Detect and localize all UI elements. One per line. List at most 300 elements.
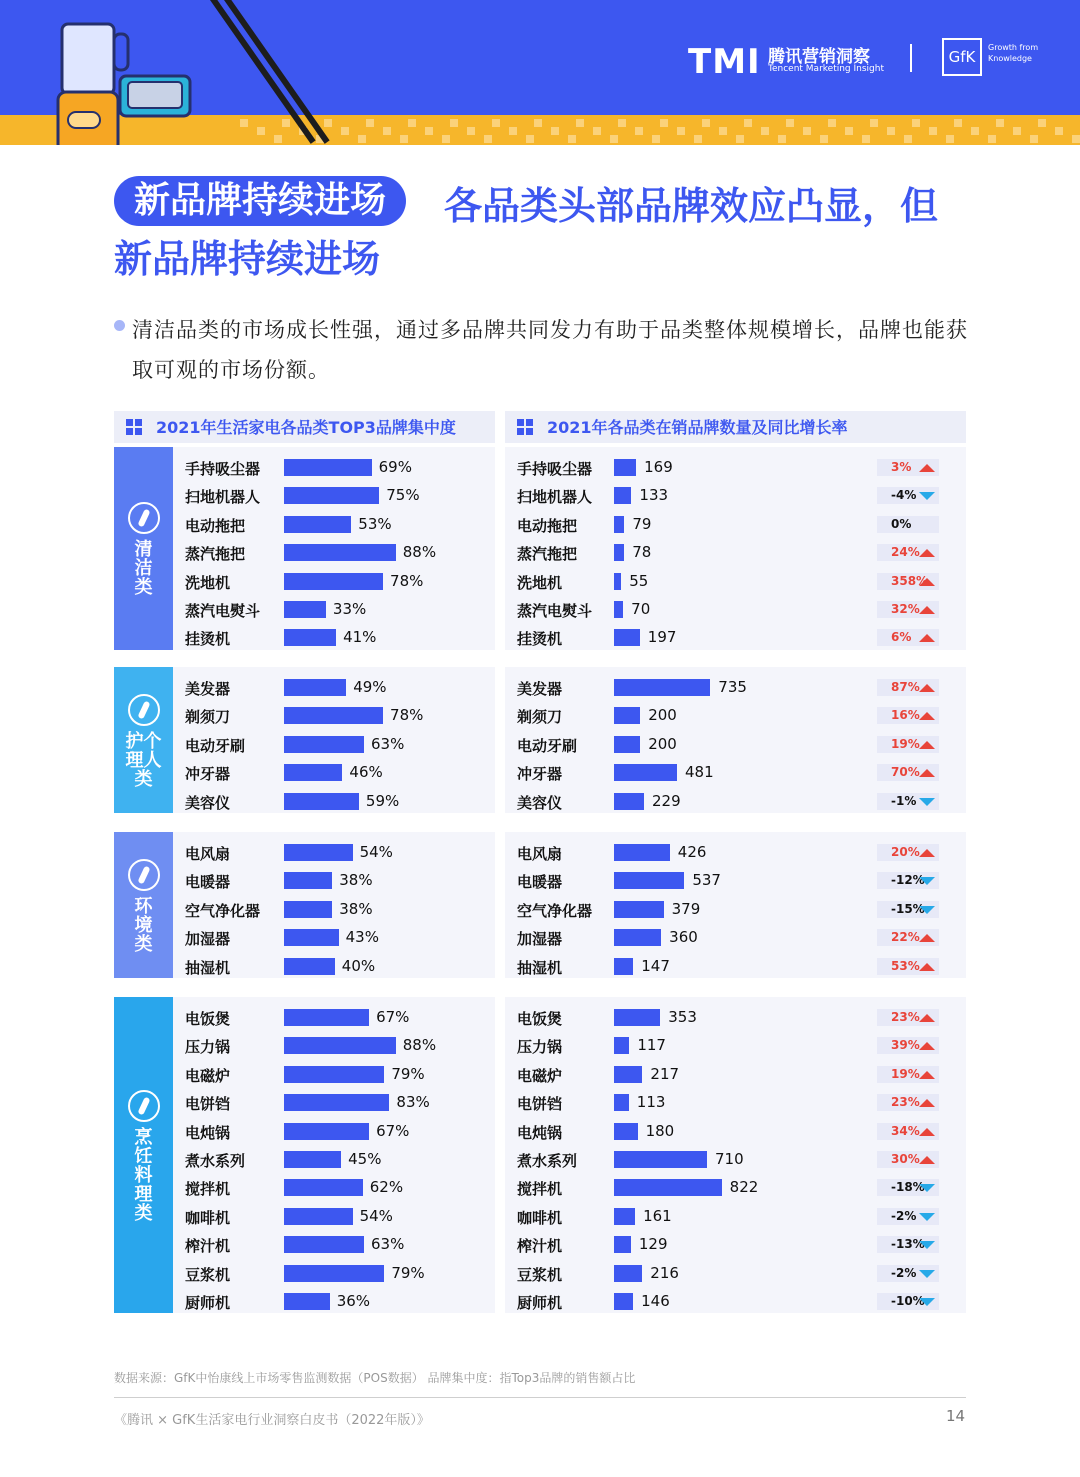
left-category-label: 电风扇 — [185, 845, 231, 863]
right-bar — [614, 1293, 633, 1310]
left-bar-value: 79% — [391, 1263, 425, 1282]
pattern-square — [408, 119, 416, 127]
left-bar-value: 38% — [339, 899, 373, 918]
left-category-label: 美容仪 — [185, 793, 231, 812]
left-bar — [284, 793, 359, 810]
left-bar — [284, 1236, 364, 1253]
growth-badge — [877, 1236, 939, 1253]
growth-rate: 19% — [891, 1066, 920, 1081]
left-category-label: 美发器 — [185, 680, 231, 698]
pattern-square — [366, 119, 374, 127]
growth-rate: 3% — [891, 460, 912, 474]
pattern-square — [1030, 135, 1038, 143]
left-bar-value: 67% — [376, 1008, 410, 1026]
growth-badge — [877, 901, 939, 918]
category-group-0 — [114, 447, 173, 650]
left-bar-value: 49% — [353, 678, 387, 696]
left-bar-value: 41% — [343, 628, 377, 647]
growth-rate: -15% — [891, 901, 925, 916]
tmi-logo-en: Tencent Marketing Insight — [768, 64, 884, 74]
growth-rate: 34% — [891, 1123, 920, 1138]
growth-rate: 22% — [891, 930, 920, 945]
right-bar — [614, 1009, 660, 1026]
right-category-label: 电饭煲 — [517, 1010, 563, 1028]
right-bar — [614, 872, 684, 889]
right-bar-value: 161 — [643, 1206, 672, 1225]
arrow-down-icon — [919, 1298, 935, 1306]
pattern-square — [887, 127, 895, 135]
right-bar — [614, 516, 624, 533]
pattern-square — [870, 119, 878, 127]
right-bar-value: 129 — [638, 1235, 668, 1254]
category-group-1 — [114, 667, 173, 813]
right-bar-value: 70 — [631, 600, 651, 618]
growth-badge — [877, 1265, 939, 1282]
arrow-up-icon — [919, 769, 935, 777]
right-bar-value: 481 — [685, 763, 714, 782]
arrow-up-icon — [919, 549, 935, 557]
growth-rate: -4% — [891, 488, 917, 503]
growth-badge — [877, 1179, 939, 1196]
right-category-label: 电动拖把 — [517, 516, 578, 535]
right-bar — [614, 707, 640, 724]
left-bar — [284, 1123, 369, 1140]
growth-badge — [877, 459, 939, 476]
left-bar-value: 59% — [365, 791, 400, 810]
right-category-label: 豆浆机 — [517, 1265, 563, 1284]
right-bar-value: 379 — [671, 899, 701, 918]
left-category-label: 豆浆机 — [185, 1265, 231, 1284]
pattern-square — [509, 127, 517, 135]
left-bar — [284, 1094, 389, 1111]
growth-rate: 16% — [891, 708, 920, 723]
left-bar-value: 62% — [369, 1178, 404, 1197]
growth-badge — [877, 516, 939, 533]
pattern-square — [778, 135, 786, 143]
arrow-up-icon — [919, 578, 935, 586]
arrow-down-icon — [919, 1213, 935, 1221]
pattern-square — [492, 119, 500, 127]
page-title-line1: 各品类头部品牌效应凸显，但 — [444, 184, 939, 228]
arrow-up-icon — [919, 934, 935, 942]
right-bar — [614, 629, 640, 646]
left-bar-value: 88% — [402, 543, 437, 562]
right-bar — [614, 573, 621, 590]
arrow-up-icon — [919, 1156, 935, 1164]
left-category-label: 剃须刀 — [185, 708, 231, 727]
growth-badge — [877, 1208, 939, 1225]
pattern-square — [929, 127, 937, 135]
pattern-square — [257, 127, 265, 135]
pattern-square — [954, 119, 962, 127]
left-bar-value: 63% — [371, 734, 405, 753]
growth-rate: 23% — [891, 1095, 920, 1110]
left-bar-value: 88% — [402, 1036, 437, 1055]
pattern-square — [358, 135, 366, 143]
tmi-logo: TMI — [688, 42, 761, 82]
right-bar-value: 353 — [668, 1008, 697, 1026]
arrow-up-icon — [919, 1071, 935, 1079]
right-bar — [614, 1179, 722, 1196]
right-category-label: 蒸汽电熨斗 — [517, 602, 593, 620]
right-bar — [614, 679, 710, 696]
left-category-label: 冲牙器 — [185, 765, 231, 784]
left-category-label: 手持吸尘器 — [185, 460, 261, 478]
left-bar — [284, 764, 342, 781]
left-bar — [284, 629, 336, 646]
right-bar-value: 133 — [639, 486, 669, 505]
left-panel-header — [114, 411, 495, 443]
gfk-logo: GfK — [942, 38, 982, 76]
left-category-label: 榨汁机 — [185, 1237, 231, 1256]
left-category-label: 电暖器 — [185, 873, 231, 892]
growth-rate: -18% — [891, 1180, 925, 1195]
left-category-label: 电磁炉 — [185, 1066, 231, 1085]
right-category-label: 电风扇 — [517, 845, 563, 863]
left-category-label: 搅拌机 — [185, 1180, 231, 1199]
growth-badge — [877, 929, 939, 946]
left-bar-value: 75% — [386, 486, 420, 505]
growth-rate: -2% — [891, 1208, 917, 1223]
growth-rate: 32% — [891, 602, 920, 616]
right-bar — [614, 764, 677, 781]
right-bar-value: 216 — [650, 1263, 679, 1282]
growth-badge — [877, 573, 939, 590]
left-bar — [284, 958, 335, 975]
growth-rate: 23% — [891, 1010, 920, 1024]
pattern-square — [694, 135, 702, 143]
left-bar — [284, 736, 364, 753]
right-bar-value: 735 — [718, 678, 747, 696]
page-number: 14 — [946, 1407, 966, 1425]
pattern-square — [534, 119, 542, 127]
pattern-square — [400, 135, 408, 143]
left-bar — [284, 1265, 384, 1282]
growth-badge — [877, 679, 939, 696]
right-bar — [614, 844, 670, 861]
pattern-square — [450, 119, 458, 127]
growth-rate: -10% — [891, 1294, 925, 1308]
logo-divider — [910, 44, 912, 72]
right-chart-title: 2021年各品类在销品牌数量及同比增长率 — [547, 418, 848, 437]
left-category-label: 电动拖把 — [185, 516, 246, 535]
right-bar-value: 117 — [637, 1036, 666, 1055]
right-bar-value: 55 — [629, 571, 649, 590]
growth-badge — [877, 1094, 939, 1111]
right-category-label: 搅拌机 — [517, 1180, 563, 1199]
right-bar-value: 113 — [636, 1093, 666, 1112]
left-bar-value: 54% — [359, 843, 393, 861]
left-bar — [284, 844, 353, 861]
right-bar-value: 426 — [677, 843, 707, 861]
left-category-label: 洗地机 — [185, 573, 231, 592]
right-bar-value: 710 — [715, 1150, 744, 1168]
left-bar-value: 33% — [332, 600, 367, 618]
grid-icon — [126, 419, 142, 435]
category-group-label: 护个 理人 类 — [125, 730, 162, 790]
category-group-label: 环 境 类 — [134, 895, 153, 955]
right-category-label: 咖啡机 — [517, 1208, 563, 1227]
right-category-label: 洗地机 — [517, 573, 563, 592]
growth-rate: -13% — [891, 1237, 925, 1252]
growth-rate: -12% — [891, 873, 925, 888]
right-category-label: 美容仪 — [517, 793, 563, 812]
right-bar — [614, 544, 624, 561]
growth-rate: 19% — [891, 736, 920, 751]
pattern-square — [845, 127, 853, 135]
left-bar — [284, 1293, 330, 1310]
gfk-tagline: Growth from Knowledge — [988, 43, 1039, 63]
arrow-down-icon — [919, 1270, 935, 1278]
pattern-square — [274, 135, 282, 143]
right-category-label: 煮水系列 — [517, 1152, 578, 1170]
right-bar — [614, 958, 633, 975]
left-bar-value: 78% — [390, 571, 424, 590]
left-bar-value: 36% — [336, 1292, 371, 1310]
growth-badge — [877, 1037, 939, 1054]
right-bar — [614, 601, 623, 618]
left-bar — [284, 1009, 369, 1026]
left-category-label: 蒸汽电熨斗 — [185, 602, 261, 620]
left-chart-title: 2021年生活家电各品类TOP3品牌集中度 — [156, 418, 456, 437]
left-category-label: 抽湿机 — [185, 958, 231, 977]
pattern-square — [341, 127, 349, 135]
right-category-label: 美发器 — [517, 680, 563, 698]
growth-rate: 30% — [891, 1152, 920, 1166]
left-bar — [284, 1037, 396, 1054]
pattern-square — [912, 119, 920, 127]
growth-badge — [877, 1293, 939, 1310]
pattern-square — [820, 135, 828, 143]
growth-badge — [877, 1066, 939, 1083]
left-category-label: 电饼铛 — [185, 1095, 231, 1114]
arrow-up-icon — [919, 712, 935, 720]
footer-note: 数据来源：GfK中怡康线上市场零售监测数据（POS数据） 品牌集中度：指Top3品牌的销售额占比 — [114, 1371, 636, 1385]
pattern-square — [425, 127, 433, 135]
right-bar — [614, 1123, 638, 1140]
pattern-square — [719, 127, 727, 135]
left-bar — [284, 601, 326, 618]
right-category-label: 挂烫机 — [517, 630, 563, 649]
pattern-square — [240, 119, 248, 127]
category-group-2 — [114, 832, 173, 978]
arrow-up-icon — [919, 1042, 935, 1050]
right-bar-value: 197 — [647, 628, 677, 647]
pattern-square — [761, 127, 769, 135]
bullet-dot — [114, 320, 125, 331]
category-icon — [128, 1090, 160, 1122]
right-bar-value: 229 — [651, 791, 681, 810]
right-category-label: 抽湿机 — [517, 958, 563, 977]
left-category-label: 压力锅 — [185, 1038, 231, 1057]
left-category-label: 扫地机器人 — [185, 488, 261, 507]
growth-badge — [877, 958, 939, 975]
right-bar — [614, 929, 661, 946]
pattern-square — [442, 135, 450, 143]
growth-badge — [877, 872, 939, 889]
right-bar — [614, 901, 664, 918]
right-bar — [614, 487, 631, 504]
right-bar — [614, 1094, 629, 1111]
right-category-label: 压力锅 — [517, 1038, 563, 1057]
left-category-label: 电饭煲 — [185, 1010, 231, 1028]
growth-rate: 358% — [891, 573, 929, 588]
pattern-square — [551, 127, 559, 135]
pattern-square — [610, 135, 618, 143]
left-bar-value: 46% — [349, 763, 383, 782]
left-bar-value: 53% — [358, 514, 392, 533]
left-bar-value: 40% — [341, 956, 376, 975]
footer-source: 《腾讯 × GfK生活家电行业洞察白皮书（2022年版）》 — [114, 1413, 430, 1428]
growth-rate: 0% — [891, 516, 912, 531]
left-bar — [284, 544, 396, 561]
left-category-label: 煮水系列 — [185, 1152, 246, 1170]
right-category-label: 剃须刀 — [517, 708, 563, 727]
grid-icon — [517, 419, 533, 435]
right-bar — [614, 1265, 642, 1282]
left-bar-value: 78% — [390, 706, 424, 725]
pattern-square — [660, 119, 668, 127]
left-bar — [284, 1208, 353, 1225]
left-bar — [284, 901, 332, 918]
right-category-label: 加湿器 — [517, 930, 563, 949]
growth-badge — [877, 1123, 939, 1140]
arrow-up-icon — [919, 684, 935, 692]
growth-badge — [877, 793, 939, 810]
page-title-line2: 新品牌持续进场 — [114, 237, 381, 281]
growth-badge — [877, 844, 939, 861]
right-category-label: 电动牙刷 — [517, 736, 578, 755]
right-bar — [614, 459, 636, 476]
title-highlight: 新品牌持续进场 — [114, 176, 406, 226]
left-category-label: 加湿器 — [185, 930, 231, 949]
page-header — [0, 0, 1080, 145]
growth-badge — [877, 544, 939, 561]
right-bar-value: 200 — [648, 734, 677, 753]
left-bar — [284, 487, 379, 504]
left-category-label: 电炖锅 — [185, 1123, 231, 1142]
pattern-square — [618, 119, 626, 127]
arrow-up-icon — [919, 606, 935, 614]
pattern-square — [576, 119, 584, 127]
growth-rate: -1% — [891, 793, 917, 808]
right-category-label: 空气净化器 — [517, 901, 593, 920]
growth-rate: -2% — [891, 1265, 917, 1280]
right-bar-value: 180 — [645, 1121, 675, 1140]
right-panel-header — [505, 411, 966, 443]
right-bar-value: 147 — [641, 956, 670, 975]
left-bar — [284, 1151, 341, 1168]
right-category-label: 扫地机器人 — [517, 488, 593, 507]
category-group-label: 烹 饪 料 理 类 — [134, 1126, 153, 1224]
left-bar — [284, 573, 383, 590]
pattern-square — [383, 127, 391, 135]
left-category-label: 挂烫机 — [185, 630, 231, 649]
right-category-label: 电暖器 — [517, 873, 563, 892]
left-bar-value: 38% — [339, 871, 373, 890]
right-category-label: 冲牙器 — [517, 765, 563, 784]
pattern-square — [1055, 127, 1063, 135]
arrow-down-icon — [919, 798, 935, 806]
right-category-label: 电磁炉 — [517, 1066, 563, 1085]
pattern-square — [786, 119, 794, 127]
category-icon — [128, 502, 160, 534]
pattern-square — [1038, 119, 1046, 127]
pattern-square — [282, 119, 290, 127]
pattern-square — [593, 127, 601, 135]
category-icon — [128, 694, 160, 726]
right-bar — [614, 1208, 635, 1225]
growth-rate: 6% — [891, 630, 912, 645]
pattern-square — [484, 135, 492, 143]
right-bar — [614, 1236, 631, 1253]
growth-rate: 87% — [891, 680, 920, 694]
left-bar — [284, 1066, 384, 1083]
left-bar-value: 69% — [378, 458, 412, 476]
growth-badge — [877, 764, 939, 781]
growth-badge — [877, 1151, 939, 1168]
left-bar — [284, 872, 332, 889]
growth-rate: 24% — [891, 545, 920, 560]
arrow-down-icon — [919, 877, 935, 885]
right-category-label: 厨师机 — [517, 1294, 563, 1312]
pattern-square — [904, 135, 912, 143]
right-category-label: 电炖锅 — [517, 1123, 563, 1142]
left-bar-value: 54% — [359, 1206, 393, 1225]
arrow-down-icon — [919, 492, 935, 500]
category-icon — [128, 859, 160, 891]
left-category-label: 空气净化器 — [185, 901, 261, 920]
left-bar — [284, 679, 346, 696]
arrow-up-icon — [919, 1128, 935, 1136]
left-bar — [284, 516, 351, 533]
growth-badge — [877, 629, 939, 646]
growth-rate: 70% — [891, 765, 920, 780]
left-bar-value: 79% — [391, 1064, 425, 1083]
right-bar — [614, 1066, 642, 1083]
growth-rate: 53% — [891, 958, 920, 973]
pattern-square — [677, 127, 685, 135]
pattern-square — [736, 135, 744, 143]
left-category-label: 蒸汽拖把 — [185, 545, 246, 564]
tmi-logo-cn: 腾讯营销洞察 — [768, 47, 870, 67]
arrow-up-icon — [919, 1099, 935, 1107]
arrow-up-icon — [919, 963, 935, 971]
growth-rate: 39% — [891, 1038, 920, 1053]
right-bar — [614, 736, 640, 753]
right-category-label: 蒸汽拖把 — [517, 545, 578, 564]
arrow-down-icon — [919, 906, 935, 914]
right-bar — [614, 1037, 629, 1054]
right-bar-value: 537 — [692, 871, 721, 890]
pattern-square — [996, 119, 1004, 127]
growth-badge — [877, 707, 939, 724]
category-group-label: 清 洁 类 — [134, 538, 153, 598]
growth-rate: 20% — [891, 845, 920, 859]
pattern-square — [324, 119, 332, 127]
right-bar-value: 79 — [632, 514, 652, 533]
right-bar-value: 78 — [632, 543, 652, 562]
category-group-3 — [114, 997, 173, 1313]
left-category-label: 电动牙刷 — [185, 736, 246, 755]
left-bar-value: 83% — [396, 1093, 430, 1112]
right-bar-value: 200 — [648, 706, 677, 725]
left-bar-value: 67% — [376, 1121, 410, 1140]
growth-badge — [877, 601, 939, 618]
pattern-square — [971, 127, 979, 135]
left-bar-value: 43% — [345, 928, 379, 947]
right-bar — [614, 1151, 707, 1168]
